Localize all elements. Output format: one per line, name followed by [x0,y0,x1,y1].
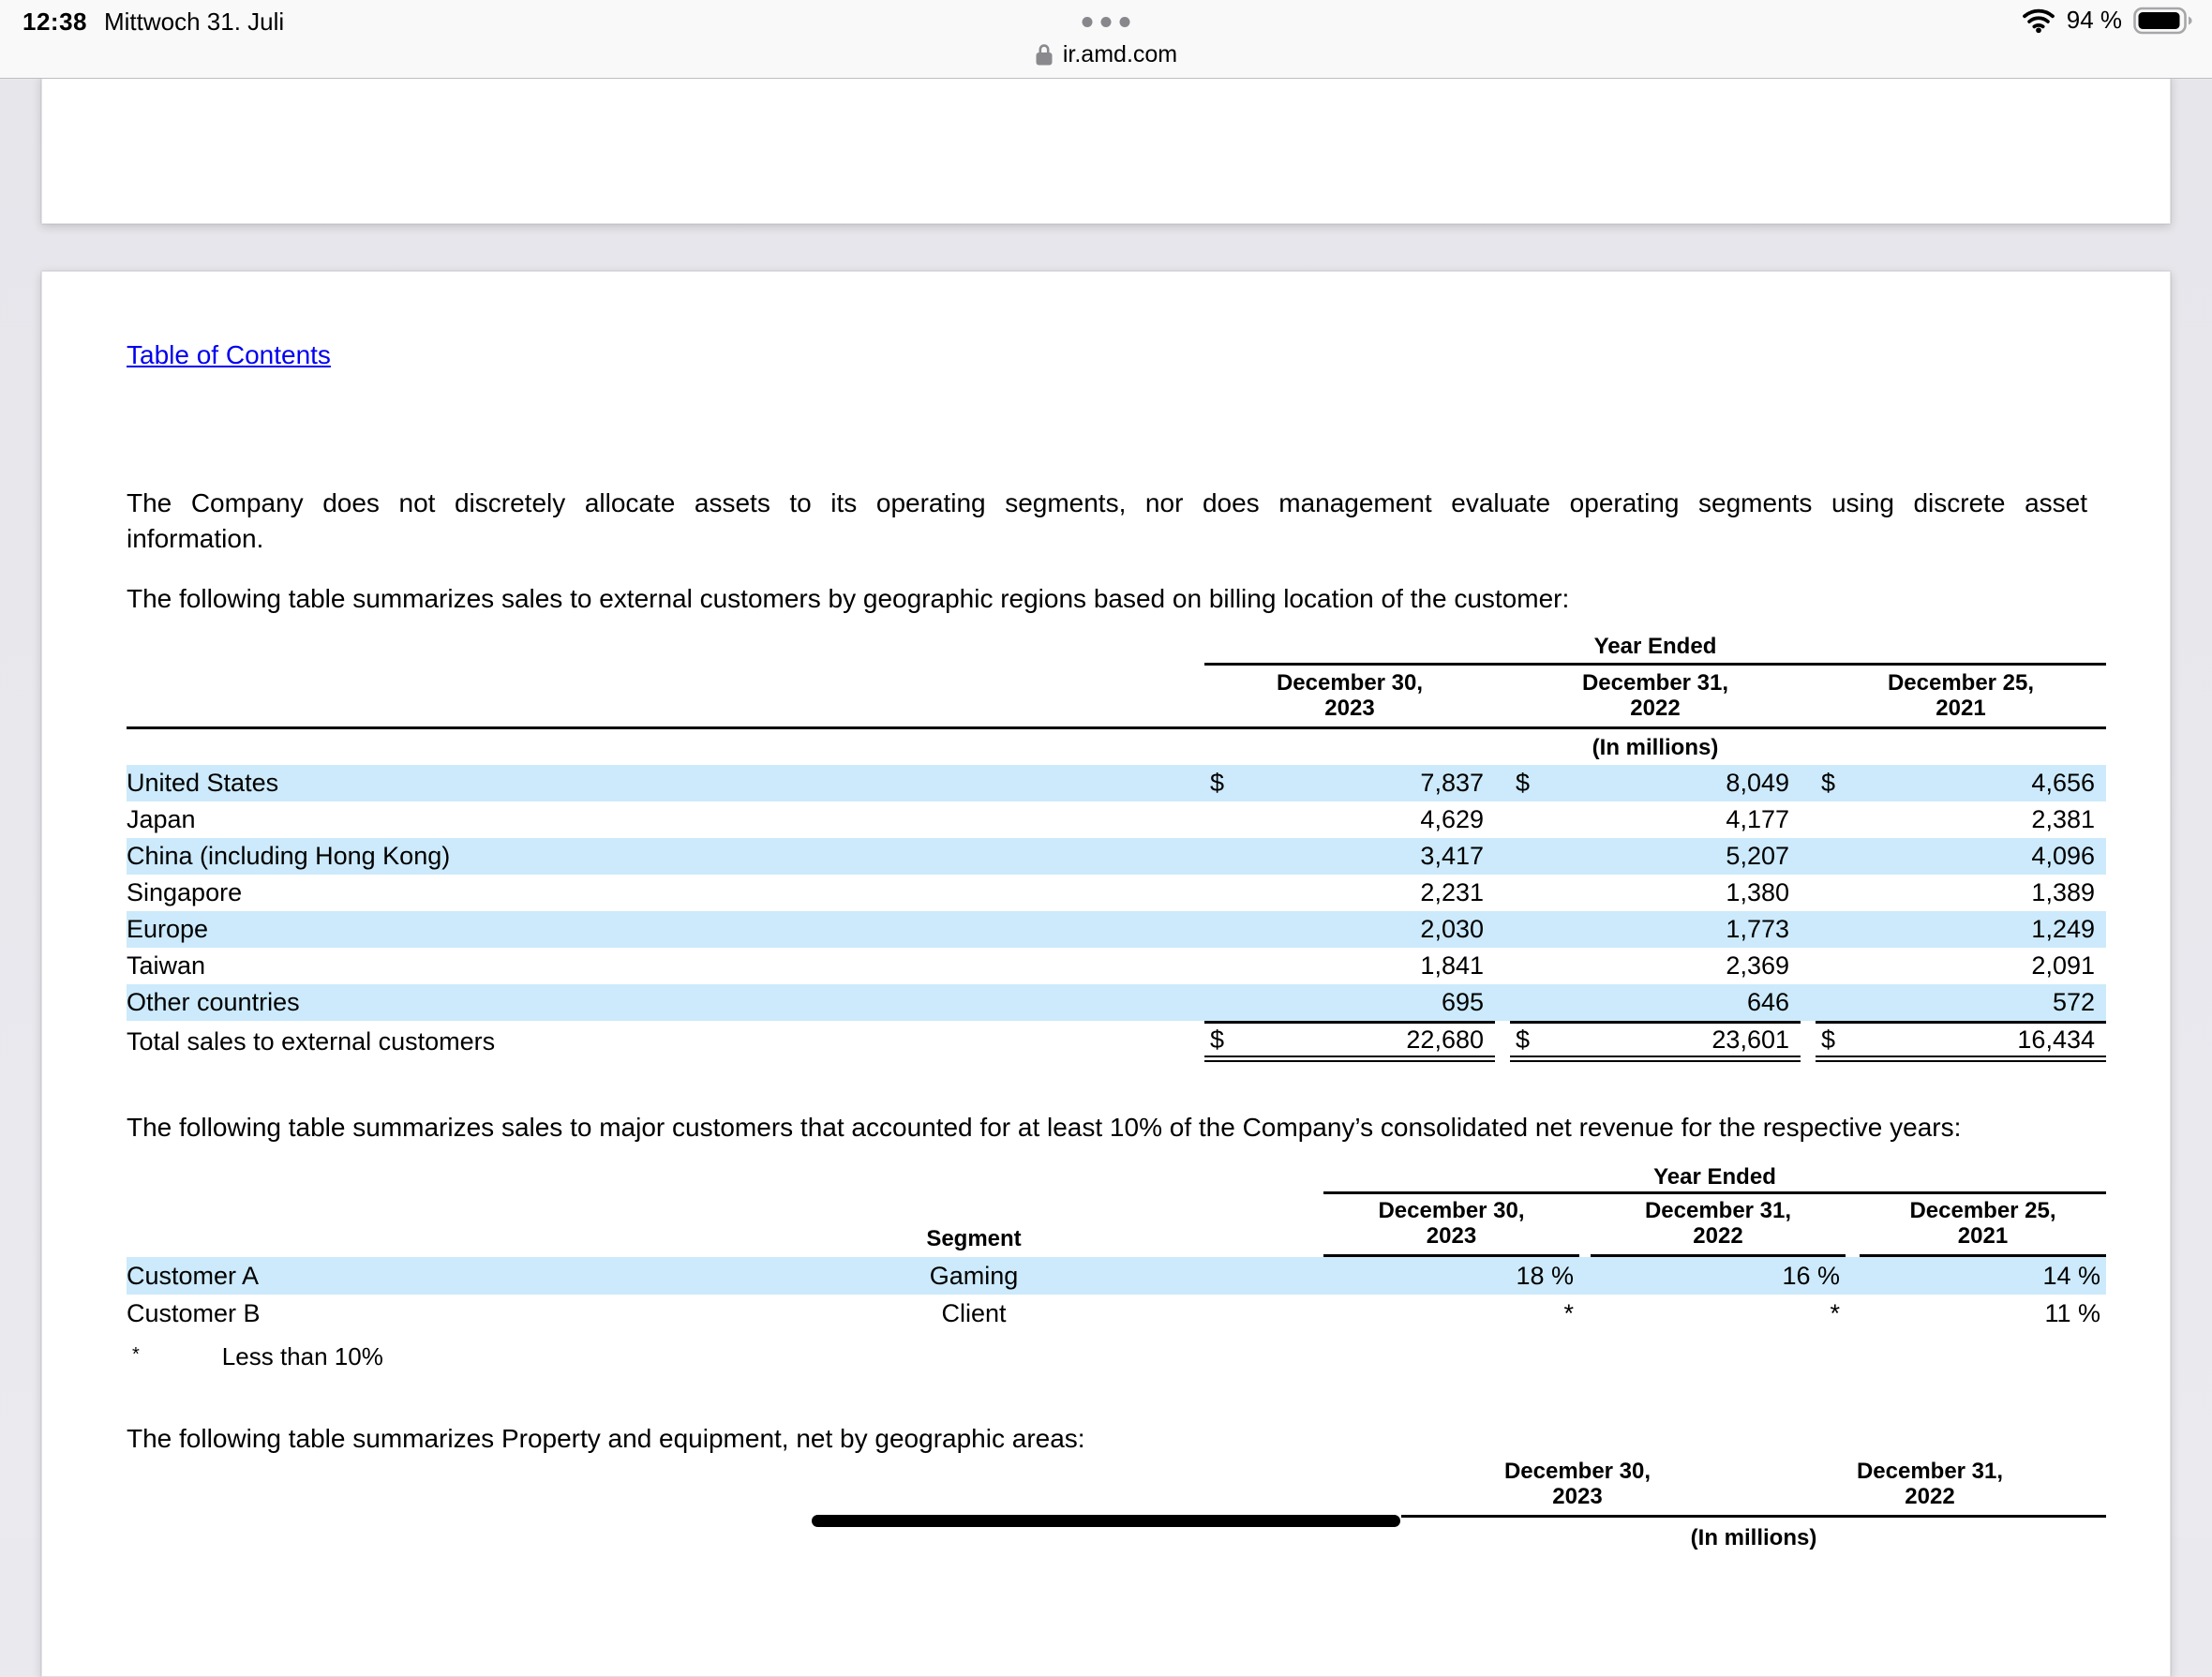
status-date: Mittwoch 31. Juli [104,7,285,36]
geo-table-col-header: December 30, 2023 [1276,670,1424,721]
property-table-col-header: December 30, 2023 [1503,1459,1652,1509]
segment-value: Client [941,1298,1007,1327]
property-table-units-note: (In millions) [1690,1525,1817,1550]
table-row: Customer A Gaming 18 % 16 % 14 % [127,1257,2106,1295]
footnote-marker: * [132,1344,140,1365]
table-row: China (including Hong Kong) 3,417 5,207 4,096 [127,838,2106,875]
region-label: United States [127,769,279,797]
wifi-icon [2022,7,2055,33]
table-row: Customer B Client * * 11 % [127,1298,2100,1327]
table-row: United States $ 7,837 $ 8,049 $ 4,656 [127,765,2106,801]
lock-icon [1035,42,1054,67]
geo-table-col-header: December 25, 2021 [1887,670,2035,721]
previous-page-bottom [41,74,2171,224]
paragraph-line: information. [127,524,264,553]
document-page [41,271,2171,1677]
footnote-text: Less than 10% [221,1342,383,1370]
table-row: Japan 4,629 4,177 2,381 [127,805,2095,833]
segment-column-header: Segment [926,1226,1022,1251]
table-row: Other countries 695 646 572 [127,984,2106,1021]
region-label: Japan [127,805,196,833]
property-table [127,1459,2106,1550]
table-row: Europe 2,030 1,773 1,249 [127,911,2106,948]
battery-icon [2133,7,2193,35]
battery-percent: 94 % [2066,6,2122,34]
paragraph-property-intro: The following table summarizes Property and equipment, net by geographic areas: [127,1424,1085,1453]
customer-label: Customer B [127,1298,261,1327]
status-time: 12:38 [22,7,87,36]
region-label: Taiwan [127,951,206,980]
customer-label: Customer A [127,1261,260,1290]
tab-overview-dots-icon[interactable] [1083,17,1130,27]
customer-table-col-header: December 25, 2021 [1860,1194,2106,1257]
home-indicator[interactable] [812,1515,1400,1527]
geo-table-units-note: (In millions) [1592,735,1719,760]
region-label: Other countries [127,988,300,1016]
property-table-col-header: December 31, 2022 [1856,1459,2004,1509]
address-bar[interactable] [0,36,2212,73]
customer-table-year-ended-header: Year Ended [1323,1164,2106,1194]
paragraph-asset-allocation [127,486,2087,557]
status-bar [0,0,2212,37]
url-domain: ir.amd.com [1062,40,1178,67]
table-row: Taiwan 1,841 2,369 2,091 [127,951,2095,980]
geo-table-col-header: December 31, 2022 [1581,670,1729,721]
geo-sales-table [127,634,2106,1062]
geo-table-year-ended-header: Year Ended [1204,634,2106,666]
table-total-row: Total sales to external customers $ 22,680 $ 23,601 $ 16,434 [127,1021,2106,1062]
footnote [127,1342,2087,1370]
customer-table-col-header: December 30, 2023 [1323,1194,1579,1257]
major-customers-table [127,1164,2106,1332]
region-label: Singapore [127,878,243,906]
table-row: Singapore 2,231 1,380 1,389 [127,878,2095,906]
total-label: Total sales to external customers [127,1026,496,1056]
segment-value: Gaming [929,1261,1019,1290]
paragraph-major-customers-intro: The following table summarizes sales to major customers that accounted for at least 10% of the Company’s consolidated net revenue for the respective years: [127,1113,1962,1142]
table-of-contents-link[interactable]: Table of Contents [127,340,331,369]
region-label: Europe [127,915,209,943]
page-scroll-area[interactable] [0,80,2212,1550]
safari-chrome [0,0,2212,79]
customer-table-col-header: December 31, 2022 [1591,1194,1846,1257]
paragraph-geographic-intro: The following table summarizes sales to external customers by geographic regions based on billing location of the customer: [127,584,1570,613]
region-label: China (including Hong Kong) [127,842,451,870]
paragraph-line: The Company does not discretely allocate assets to its operating segments, nor does management evaluate operating segments using discrete asset [127,488,2087,517]
